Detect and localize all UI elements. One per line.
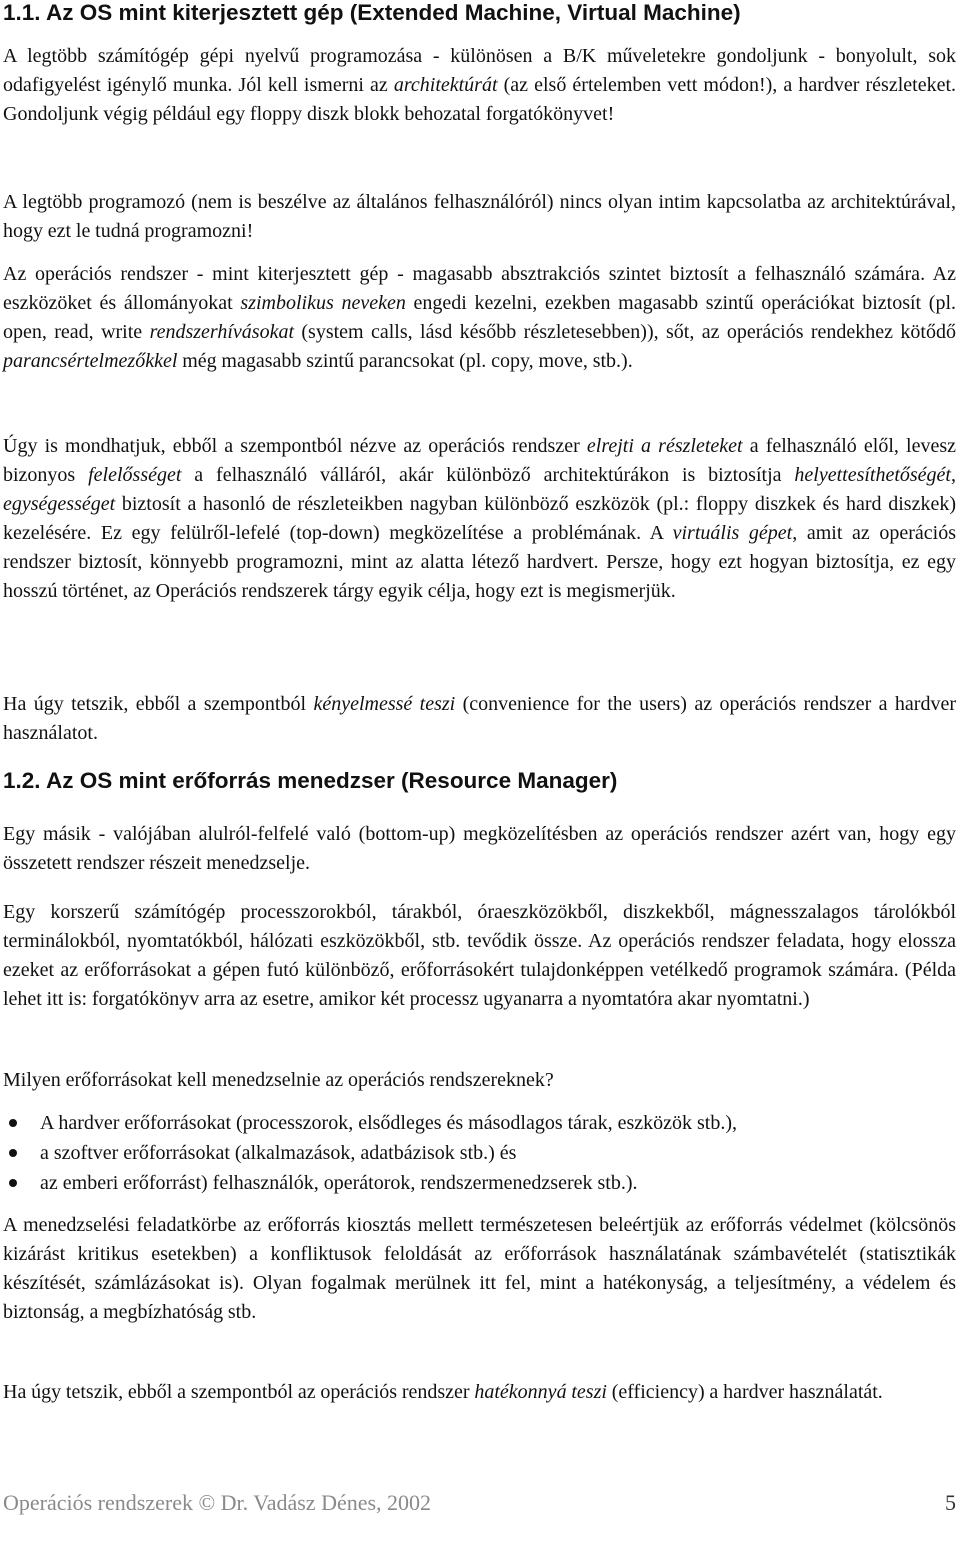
footer-text: Operációs rendszerek © Dr. Vadász Dénes, 2002 bbox=[3, 1490, 432, 1515]
text-run: Egy másik - valójában alulról-felfelé való (bottom-up) megközelítésben az operációs rendszer azért van, hogy egy összetett rendszer részeit menedzselje. bbox=[3, 823, 956, 874]
text-run: Ha úgy tetszik, ebből a szempontból bbox=[3, 693, 314, 715]
text-run: Úgy is mondhatjuk, ebből a szempontból nézve az operációs rendszer bbox=[3, 435, 587, 457]
paragraph-hides-details bbox=[3, 432, 956, 606]
paragraph-efficiency bbox=[3, 1378, 956, 1407]
paragraph-question bbox=[3, 1066, 956, 1095]
paragraph-machine-language bbox=[3, 42, 956, 129]
resource-list bbox=[0, 1108, 960, 1198]
section-heading-extended-machine: 1.1. Az OS mint kiterjesztett gép (Extended Machine, Virtual Machine) bbox=[3, 0, 741, 25]
emphasized-text: helyettesíthetőségét bbox=[794, 464, 951, 486]
emphasized-text: felelősséget bbox=[88, 464, 182, 486]
text-run: biztosít a hasonló de részleteikben nagyban különböző eszközök (pl.: floppy diszkek és hard diszkek) kezelésére. Ez egy felülről-lefelé (top-down) megközelítése a problémának. A bbox=[3, 493, 956, 544]
emphasized-text: elrejti a részleteket bbox=[586, 435, 743, 457]
text-run: , amit az operációs rendszer biztosít, könnyebb programozni, mint az alatta létező hardvert. Persze, hogy ezt hogyan biztosítja, ez egy hosszú történet, az Operációs rendszerek tárgy egyik célja, hogy ezt is megismerjük. bbox=[3, 522, 956, 602]
bullet-icon bbox=[9, 1119, 17, 1127]
emphasized-text: egységességet bbox=[3, 493, 116, 515]
text-run: A legtöbb számítógép gépi nyelvű programozása - különösen a B/K műveletekre gondoljunk - bonyolult, sok odafigyelést igénylő munka. Jól kell ismerni az bbox=[3, 45, 956, 96]
text-run: a felhasználó elől, levesz bizonyos bbox=[3, 435, 956, 486]
text-run: A menedzselési feladatkörbe az erőforrás kiosztás mellett természetesen beleértjük az erőforrás védelmet (kölcsönös kizárást kritikus esetekben) a konfliktusok feloldását az erőforrások használatának számbavételét (statisztikák készítését, számlázásokat is). Olyan fogalmak merülnek itt fel, mint a hatékonyság, a teljesítmény, a védelem és biztonság, a megbízhatóság stb. bbox=[3, 1214, 956, 1323]
emphasized-text: hatékonnyá teszi bbox=[474, 1381, 607, 1403]
text-run: Egy korszerű számítógép processzorokból, tárakból, óraeszközökből, diszkekből, mágnesszalagos tárolókból terminálokból, nyomtatókból, hálózati eszközökből, stb. tevődik össze. Az operációs rendszer feladata, hogy elossza ezeket az erőforrásokat a gépen futó különböző, erőforrásokért tulajdonképpen vetélkedő programok számára. (Példa lehet itt is: forgatókönyv arra az esetre, amikor két processz ugyanarra a nyomtatóra akar nyomtatni.) bbox=[3, 901, 956, 1010]
list-item: a szoftver erőforrásokat (alkalmazások, adatbázisok stb.) és bbox=[0, 1138, 960, 1168]
emphasized-text: szimbolikus neveken bbox=[240, 292, 406, 314]
emphasized-text: kényelmessé teszi bbox=[313, 693, 456, 715]
page-footer bbox=[3, 1488, 956, 1518]
paragraph-bottom-up bbox=[3, 820, 956, 878]
text-run: még magasabb szintű parancsokat (pl. copy, move, stb.). bbox=[177, 350, 633, 372]
bullet-icon bbox=[9, 1179, 17, 1187]
paragraph-programmer bbox=[3, 188, 956, 246]
emphasized-text: rendszerhívásokat bbox=[149, 321, 294, 343]
text-run: , bbox=[951, 464, 956, 486]
text-run: Ha úgy tetszik, ebből a szempontból az operációs rendszer bbox=[3, 1381, 475, 1403]
emphasized-text: virtuális gépet bbox=[672, 522, 793, 544]
bullet-icon bbox=[9, 1149, 17, 1157]
text-run: (az első értelemben vett módon!), a hardver részleteket. Gondoljunk végig például egy floppy diszk blokk behozatal forgatókönyvet! bbox=[3, 74, 956, 125]
text-run: (system calls, lásd később részletesebben)), sőt, az operációs rendekhez kötődő bbox=[294, 321, 956, 343]
paragraph-abstraction bbox=[3, 260, 956, 376]
text-run: A legtöbb programozó (nem is beszélve az általános felhasználóról) nincs olyan intim kapcsolatba az architektúrával, hogy ezt le tudná programozni! bbox=[3, 191, 956, 242]
text-run: Az operációs rendszer - mint kiterjesztett gép - magasabb absztrakciós szintet biztosít a felhasználó számára. Az eszközöket és állományokat bbox=[3, 263, 956, 314]
page-number: 5 bbox=[945, 1490, 956, 1515]
text-run: (convenience for the users) az operációs rendszer a hardver használatot. bbox=[3, 693, 957, 744]
text-run: a felhasználó válláról, akár különböző architektúrákon is biztosítja bbox=[181, 464, 795, 486]
list-item: A hardver erőforrásokat (processzorok, elsődleges és másodlagos tárak, eszközök stb.), bbox=[0, 1108, 960, 1138]
paragraph-management-tasks bbox=[3, 1211, 956, 1327]
section-heading-resource-manager: 1.2. Az OS mint erőforrás menedzser (Resource Manager) bbox=[3, 768, 618, 793]
list-item: az emberi erőforrást) felhasználók, operátorok, rendszermenedzserek stb.). bbox=[0, 1168, 960, 1198]
paragraph-convenience bbox=[3, 690, 956, 748]
text-run: Milyen erőforrásokat kell menedzselnie az operációs rendszereknek? bbox=[3, 1069, 554, 1091]
text-run: engedi kezelni, ezekben magasabb szintű operációkat biztosít (pl. open, read, write bbox=[3, 292, 957, 343]
paragraph-resources bbox=[3, 898, 956, 1014]
emphasized-text: architektúrát bbox=[393, 74, 498, 96]
text-run: (efficiency) a hardver használatát. bbox=[606, 1381, 883, 1403]
emphasized-text: parancsértelmezőkkel bbox=[3, 350, 178, 372]
